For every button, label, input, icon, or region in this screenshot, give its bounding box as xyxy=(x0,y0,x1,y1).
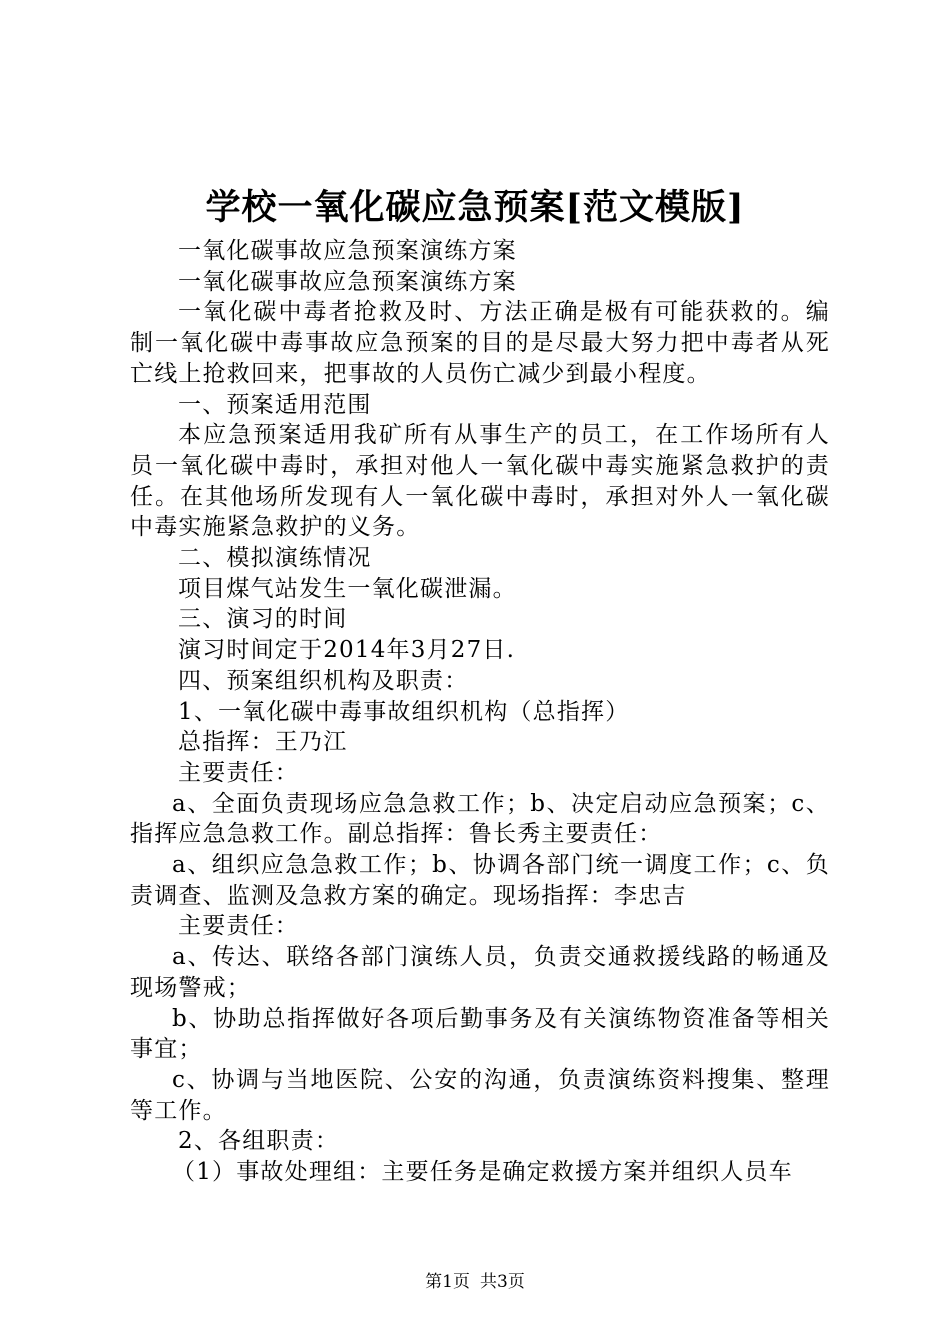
page-footer xyxy=(0,1271,950,1293)
paragraph-1: 一氧化碳事故应急预案演练方案 xyxy=(178,238,517,264)
section-heading-2: 二、模拟演练情况 xyxy=(178,545,372,572)
subsection-heading-1: 1、一氧化碳中毒事故组织机构（总指挥） xyxy=(178,698,630,725)
document-body xyxy=(130,236,830,1188)
document-title: 学校一氧化碳应急预案[范文模版] xyxy=(205,187,745,228)
paragraph-15: a、组织应急急救工作；b、协调各部门统一调度工作；c、负责调查、监测及急救方案的确定。现场指挥：李忠吉 xyxy=(130,852,830,909)
paragraph-3: 一氧化碳中毒者抢救及时、方法正确是极有可能获救的。编制一氧化碳中毒事故应急预案的目的是尽最大努力把中毒者从死亡线上抢救回来，把事故的人员伤亡减少到最小程度。 xyxy=(130,299,830,387)
paragraph-5: 本应急预案适用我矿所有从事生产的员工，在工作场所有人员一氧化碳中毒时，承担对他人一氧化碳中毒实施紧急救护的责任。在其他场所发现有人一氧化碳中毒时，承担对外人一氧化碳中毒实施紧急救护的义务。 xyxy=(130,422,830,541)
section-heading-4: 四、预案组织机构及职责： xyxy=(178,667,469,694)
paragraph-18: b、协助总指挥做好各项后勤事务及有关演练物资准备等相关事宜； xyxy=(130,1005,830,1063)
paragraph-21: （1）事故处理组：主要任务是确定救援方案并组织人员车 xyxy=(172,1159,793,1186)
paragraph-17: a、传达、联络各部门演练人员，负责交通救援线路的畅通及现场警戒； xyxy=(130,944,830,1001)
section-heading-3: 三、演习的时间 xyxy=(178,606,348,633)
paragraph-2: 一氧化碳事故应急预案演练方案 xyxy=(178,268,517,295)
paragraph-12: 总指挥：王乃江 xyxy=(178,729,348,756)
page-number-total: 共3页 xyxy=(480,1272,525,1292)
paragraph-14: a、全面负责现场应急急救工作；b、决定启动应急预案；c、指挥应急急救工作。副总指挥：鲁长秀主要责任： xyxy=(130,790,830,848)
subsection-heading-2: 2、各组职责： xyxy=(178,1128,340,1155)
paragraph-7: 项目煤气站发生一氧化碳泄漏。 xyxy=(178,575,517,602)
page-number-current: 第1页 xyxy=(425,1272,470,1292)
paragraph-16: 主要责任： xyxy=(178,913,299,940)
paragraph-19: c、协调与当地医院、公安的沟通，负责演练资料搜集、整理等工作。 xyxy=(130,1066,830,1124)
paragraph-9: 演习时间定于2014年3月27日. xyxy=(178,637,516,664)
paragraph-13: 主要责任： xyxy=(178,759,299,786)
section-heading-1: 一、预案适用范围 xyxy=(178,391,372,418)
